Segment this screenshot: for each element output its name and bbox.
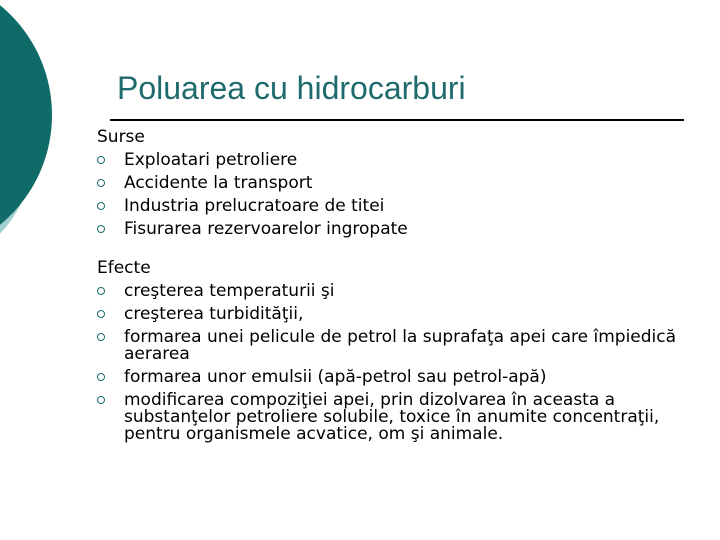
bullet-icon: [97, 179, 105, 187]
section-heading: Surse: [97, 127, 145, 147]
section-efecte: [97, 257, 687, 446]
list-item: [97, 218, 687, 241]
bullet-list: [97, 149, 687, 241]
list-item-text: Exploatari petroliere: [124, 150, 298, 170]
list-item-text: creşterea temperaturii şi: [124, 281, 335, 301]
bullet-icon: [97, 225, 105, 233]
section-surse: [97, 126, 687, 241]
bullet-list: [97, 280, 687, 446]
decorative-circles: [0, 0, 60, 290]
list-item: [97, 303, 687, 326]
bullet-icon: [97, 202, 105, 210]
list-item: [97, 389, 687, 446]
bullet-icon: [97, 287, 105, 295]
bullet-icon: [97, 310, 105, 318]
slide-title: Poluarea cu hidrocarburi: [117, 70, 466, 106]
bullet-icon: [97, 333, 105, 341]
bullet-icon: [97, 396, 105, 404]
list-item: [97, 172, 687, 195]
list-item: [97, 195, 687, 218]
title-divider: [110, 119, 684, 121]
list-item: [97, 326, 687, 366]
slide-content: [97, 126, 687, 462]
list-item-text: formarea unor emulsii (apă-petrol sau petrol-apă): [124, 367, 547, 387]
list-item: [97, 280, 687, 303]
list-item-text: modificarea compoziţiei apei, prin dizolvarea în aceasta a substanţelor petroliere solubile, toxice în anumite concentraţii, pentru organismele acvatice, om şi animale.: [124, 390, 660, 444]
list-item-text: Industria prelucratoare de titei: [124, 196, 385, 216]
list-item: [97, 149, 687, 172]
list-item-text: formarea unei pelicule de petrol la suprafaţa apei care împiedică aerarea: [124, 327, 677, 364]
list-item: [97, 366, 687, 389]
section-heading: Efecte: [97, 258, 151, 278]
list-item-text: Fisurarea rezervoarelor ingropate: [124, 219, 408, 239]
bullet-icon: [97, 156, 105, 164]
list-item-text: creşterea turbidităţii,: [124, 304, 304, 324]
bullet-icon: [97, 373, 105, 381]
list-item-text: Accidente la transport: [124, 173, 313, 193]
